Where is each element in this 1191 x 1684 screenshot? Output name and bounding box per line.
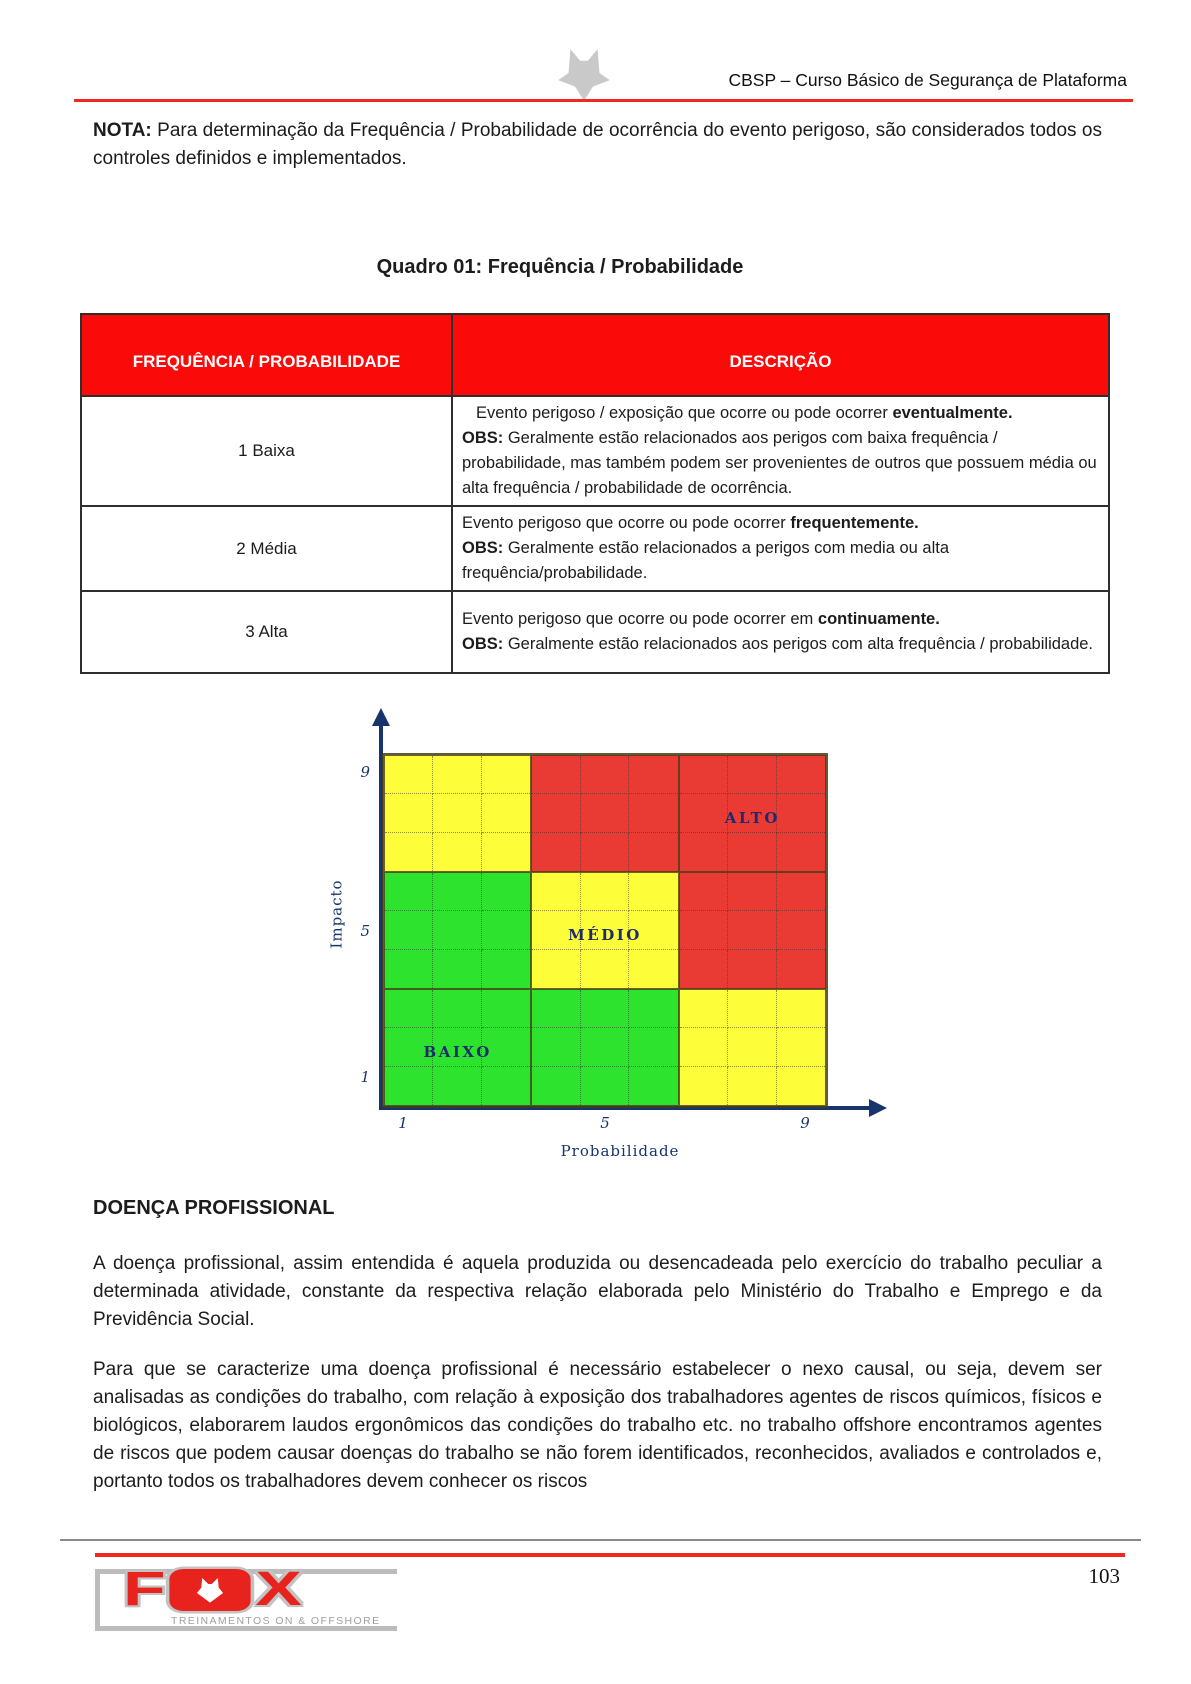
intro-bold: eventualmente. (892, 404, 1013, 422)
matrix-minor-cell (777, 873, 825, 911)
matrix-minor-cell (433, 1067, 481, 1105)
matrix-minor-cell (728, 990, 776, 1028)
matrix-minor-cell (385, 950, 433, 988)
matrix-cell-green (384, 872, 531, 989)
fox-logo (123, 1563, 302, 1616)
description-cell (452, 506, 1109, 591)
matrix-minor-cell (777, 1028, 825, 1066)
matrix-minor-cell (385, 990, 433, 1028)
x-axis-arrow-icon (869, 1099, 887, 1117)
description-cell (452, 396, 1109, 506)
matrix-minor-cell (532, 990, 580, 1028)
matrix-minor-cell (680, 756, 728, 794)
fox-head-icon (549, 44, 619, 102)
matrix-minor-cell (482, 756, 530, 794)
y-tick: 1 (360, 1068, 370, 1086)
matrix-minor-cell (482, 873, 530, 911)
matrix-minor-cell (433, 833, 481, 871)
matrix-minor-cell (680, 794, 728, 832)
matrix-minor-cell (581, 756, 629, 794)
matrix-minor-cell (680, 1067, 728, 1105)
header-rule (74, 99, 1133, 102)
section-heading: DOENÇA PROFISSIONAL (93, 1197, 335, 1219)
level-cell: 2 Média (81, 506, 452, 591)
matrix-zone-label: BAIXO (423, 1043, 492, 1062)
matrix-minor-cell (629, 794, 677, 832)
matrix-minor-cell (433, 990, 481, 1028)
nota-paragraph (93, 117, 1102, 173)
matrix-minor-cell (728, 833, 776, 871)
frequency-probability-table (80, 313, 1110, 674)
intro-text: Evento perigoso / exposição que ocorre ou pode ocorrer (476, 404, 893, 422)
matrix-minor-cell (385, 833, 433, 871)
matrix-minor-cell (629, 1028, 677, 1066)
x-tick: 5 (600, 1114, 610, 1132)
page-number: 103 (1088, 1564, 1120, 1588)
body-paragraph: A doença profissional, assim entendida é aquela produzida ou desencadeada pelo exercício do trabalho peculiar a determinada atividade, constante da respectiva relação elaborada pelo Ministério do Trabalho e Emprego e da Previdência Social. (93, 1253, 1102, 1330)
fox-logo-letter-f: F (123, 1563, 166, 1616)
intro-bold: continuamente. (817, 610, 940, 628)
matrix-minor-cell (777, 1067, 825, 1105)
matrix-minor-cell (433, 756, 481, 794)
matrix-minor-cell (482, 1067, 530, 1105)
matrix-minor-cell (777, 950, 825, 988)
obs-label: OBS: (462, 635, 504, 653)
matrix-minor-cell (629, 950, 677, 988)
matrix-cell-red (679, 755, 826, 872)
fox-logo-tagline: TREINAMENTOS ON & OFFSHORE (171, 1615, 381, 1627)
matrix-zone-label: MÉDIO (568, 926, 642, 945)
x-tick: 9 (800, 1114, 810, 1132)
matrix-minor-cell (680, 873, 728, 911)
matrix-zone-label: ALTO (724, 809, 780, 828)
matrix-minor-cell (777, 911, 825, 949)
body-paragraph: Para que se caracterize uma doença profissional é necessário estabelecer o nexo causal, ou seja, devem ser analisadas as condições do trabalho, com relação à exposição dos trabalhadores agentes de riscos químicos, físicos e biológicos, elaborarem laudos ergonômicos das condições do trabalho etc. no trabalho offshore encontramos agentes de riscos que podem causar doenças do trabalho se não forem identificados, reconhecidos, avaliados e controlados e, portanto todos os trabalhadores devem conhecer os riscos (93, 1359, 1102, 1492)
matrix-minor-cell (581, 950, 629, 988)
matrix-minor-cell (581, 1028, 629, 1066)
matrix-minor-cell (728, 1028, 776, 1066)
matrix-minor-cell (482, 911, 530, 949)
matrix-minor-cell (680, 990, 728, 1028)
matrix-minor-cell (385, 873, 433, 911)
table-row (81, 591, 1109, 673)
intro-text: Evento perigoso que ocorre ou pode ocorrer em (462, 610, 818, 628)
matrix-minor-cell (482, 990, 530, 1028)
y-tick: 9 (360, 763, 370, 781)
matrix-minor-cell (680, 950, 728, 988)
matrix-cell-red (679, 872, 826, 989)
matrix-minor-cell (385, 1067, 433, 1105)
risk-matrix-grid (382, 753, 828, 1108)
matrix-cell-yellow (384, 755, 531, 872)
matrix-minor-cell (680, 911, 728, 949)
matrix-minor-cell (581, 833, 629, 871)
description-intro (462, 511, 1098, 536)
description-intro (462, 607, 1098, 632)
matrix-minor-cell (777, 833, 825, 871)
matrix-minor-cell (482, 833, 530, 871)
fox-head-icon (170, 1569, 251, 1611)
matrix-minor-cell (385, 911, 433, 949)
matrix-minor-cell (433, 794, 481, 832)
table-header-row (81, 314, 1109, 396)
matrix-minor-cell (581, 794, 629, 832)
x-tick: 1 (398, 1114, 408, 1132)
table-title: Quadro 01: Frequência / Probabilidade (376, 256, 744, 278)
matrix-minor-cell (581, 873, 629, 911)
matrix-minor-cell (629, 990, 677, 1028)
description-obs (462, 632, 1098, 657)
header-course-title: CBSP – Curso Básico de Segurança de Plataforma (728, 70, 1127, 90)
matrix-minor-cell (629, 873, 677, 911)
nota-label: NOTA: (93, 120, 152, 141)
matrix-minor-cell (532, 1028, 580, 1066)
y-axis-label: Impacto (327, 879, 346, 949)
matrix-minor-cell (482, 794, 530, 832)
matrix-minor-cell (433, 873, 481, 911)
matrix-minor-cell (385, 756, 433, 794)
obs-text: Geralmente estão relacionados aos perigos com alta frequência / probabilidade. (503, 635, 1094, 653)
risk-matrix-chart (327, 700, 910, 1175)
y-tick: 5 (360, 922, 370, 940)
matrix-minor-cell (629, 1067, 677, 1105)
matrix-cell-yellow (679, 989, 826, 1106)
matrix-minor-cell (629, 756, 677, 794)
matrix-minor-cell (581, 1067, 629, 1105)
matrix-minor-cell (728, 1067, 776, 1105)
matrix-cell-yellow (531, 872, 678, 989)
description-obs (462, 536, 1098, 586)
matrix-minor-cell (777, 990, 825, 1028)
obs-label: OBS: (462, 429, 504, 447)
matrix-minor-cell (482, 950, 530, 988)
matrix-minor-cell (581, 990, 629, 1028)
matrix-minor-cell (433, 950, 481, 988)
matrix-cell-green (384, 989, 531, 1106)
matrix-minor-cell (532, 1067, 580, 1105)
matrix-minor-cell (680, 1028, 728, 1066)
matrix-minor-cell (728, 950, 776, 988)
obs-label: OBS: (462, 539, 504, 557)
matrix-minor-cell (532, 873, 580, 911)
column-header-frequencia: FREQUÊNCIA / PROBABILIDADE (81, 314, 452, 396)
matrix-minor-cell (728, 873, 776, 911)
level-cell: 3 Alta (81, 591, 452, 673)
fox-logo-letter-x: X (255, 1563, 302, 1616)
matrix-minor-cell (728, 911, 776, 949)
matrix-minor-cell (680, 833, 728, 871)
matrix-minor-cell (532, 833, 580, 871)
matrix-minor-cell (385, 794, 433, 832)
table-row (81, 396, 1109, 506)
footer-thin-rule (60, 1539, 1141, 1541)
matrix-minor-cell (728, 756, 776, 794)
intro-text: Evento perigoso que ocorre ou pode ocorrer (462, 514, 791, 532)
matrix-cell-green (531, 989, 678, 1106)
description-intro (462, 401, 1098, 426)
column-header-descricao: DESCRIÇÃO (452, 314, 1109, 396)
matrix-minor-cell (629, 833, 677, 871)
matrix-minor-cell (777, 756, 825, 794)
nota-text: Para determinação da Frequência / Probabilidade de ocorrência do evento perigoso, são considerados todos os controles definidos e implementados. (93, 120, 1102, 169)
matrix-minor-cell (433, 911, 481, 949)
x-axis-label: Probabilidade (560, 1142, 680, 1160)
description-obs (462, 426, 1098, 501)
level-cell: 1 Baixa (81, 396, 452, 506)
obs-text: Geralmente estão relacionados a perigos com media ou alta frequência/probabilidade. (462, 539, 949, 582)
intro-bold: frequentemente. (790, 514, 919, 532)
matrix-minor-cell (532, 756, 580, 794)
description-cell (452, 591, 1109, 673)
matrix-minor-cell (777, 794, 825, 832)
footer-rule (95, 1553, 1125, 1557)
table-row (81, 506, 1109, 591)
matrix-cell-red (531, 755, 678, 872)
matrix-minor-cell (532, 794, 580, 832)
obs-text: Geralmente estão relacionados aos perigos com baixa frequência / probabilidade, mas também podem ser provenientes de outros que possuem média ou alta frequência / probabilidade de ocorrência. (462, 429, 1097, 497)
matrix-minor-cell (532, 950, 580, 988)
